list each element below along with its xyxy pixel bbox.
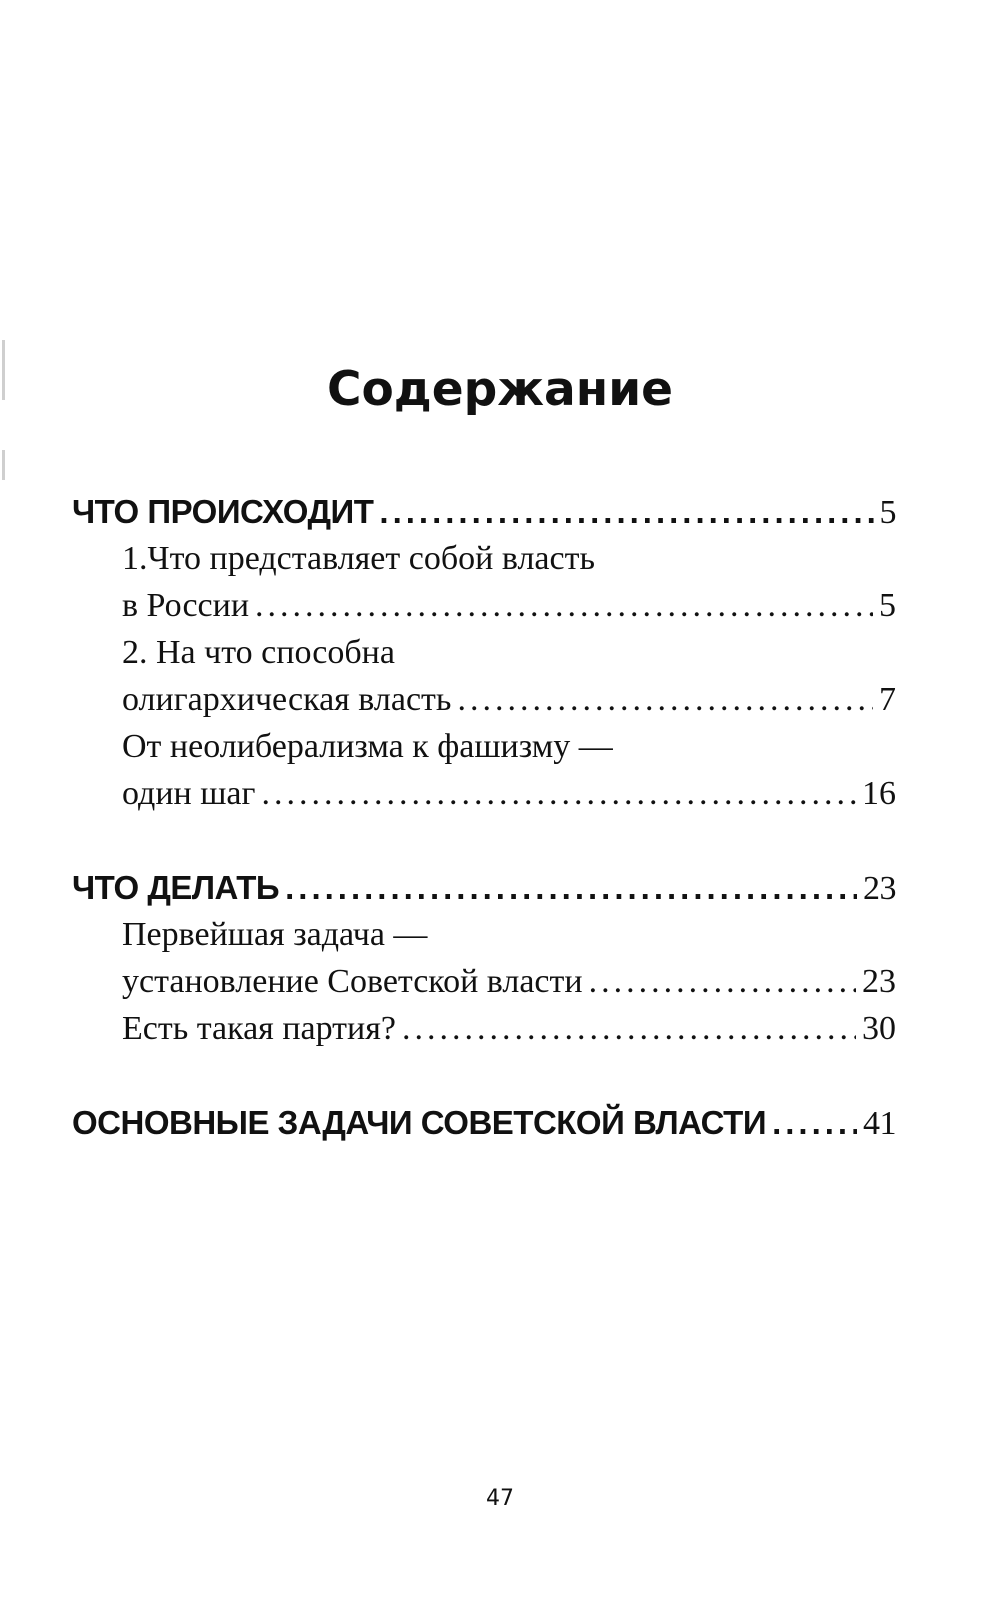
- toc-page-number: 23: [862, 963, 896, 1000]
- toc-page-number: 5: [879, 494, 896, 531]
- toc-entry-line: 1.Что представляет собой власть: [122, 540, 595, 577]
- toc-section-heading: [72, 1099, 896, 1147]
- toc-section-heading: [72, 864, 896, 912]
- toc-entry: [122, 676, 896, 724]
- scan-edge-mark: [2, 450, 5, 480]
- toc-entry: [122, 1005, 896, 1053]
- page-number: 47: [486, 1486, 514, 1511]
- toc-entry-label: олигархическая власть: [122, 681, 452, 718]
- leader-dots: [772, 1099, 857, 1147]
- toc-entry-line: Первейшая задача —: [122, 916, 428, 953]
- toc-heading-label: ЧТО ПРОИСХОДИТ: [72, 493, 374, 530]
- toc-section-heading: [72, 488, 896, 536]
- toc-entry-line: 2. На что способна: [122, 634, 395, 671]
- leader-dots: [285, 864, 857, 912]
- toc-page-number: 23: [863, 870, 896, 907]
- leader-dots: [379, 488, 873, 536]
- leader-dots: [402, 1005, 856, 1053]
- toc-heading-label: ОСНОВНЫЕ ЗАДАЧИ СОВЕТСКОЙ ВЛАСТИ: [72, 1104, 767, 1141]
- toc-page-number: 5: [879, 587, 896, 624]
- leader-dots: [457, 676, 873, 724]
- toc-page-number: 41: [863, 1105, 896, 1142]
- toc-page-number: 30: [862, 1010, 896, 1047]
- toc-entry-label: установление Советской власти: [122, 963, 583, 1000]
- toc-entry: [122, 958, 896, 1006]
- toc-entry: [122, 770, 896, 818]
- leader-dots: [255, 582, 873, 630]
- leader-dots: [261, 770, 856, 818]
- toc-entry: [122, 582, 896, 630]
- toc-entry-label: в России: [122, 587, 250, 624]
- toc-entry-line: От неолиберализма к фашизму —: [122, 728, 613, 765]
- toc-page-number: 7: [879, 681, 896, 718]
- toc-entry-label: один шаг: [122, 775, 256, 812]
- toc-page-number: 16: [862, 775, 896, 812]
- toc-heading-label: ЧТО ДЕЛАТЬ: [72, 869, 280, 906]
- page-title: Содержание: [326, 362, 674, 417]
- toc-entry-label: Есть такая партия?: [122, 1010, 396, 1047]
- leader-dots: [589, 958, 856, 1006]
